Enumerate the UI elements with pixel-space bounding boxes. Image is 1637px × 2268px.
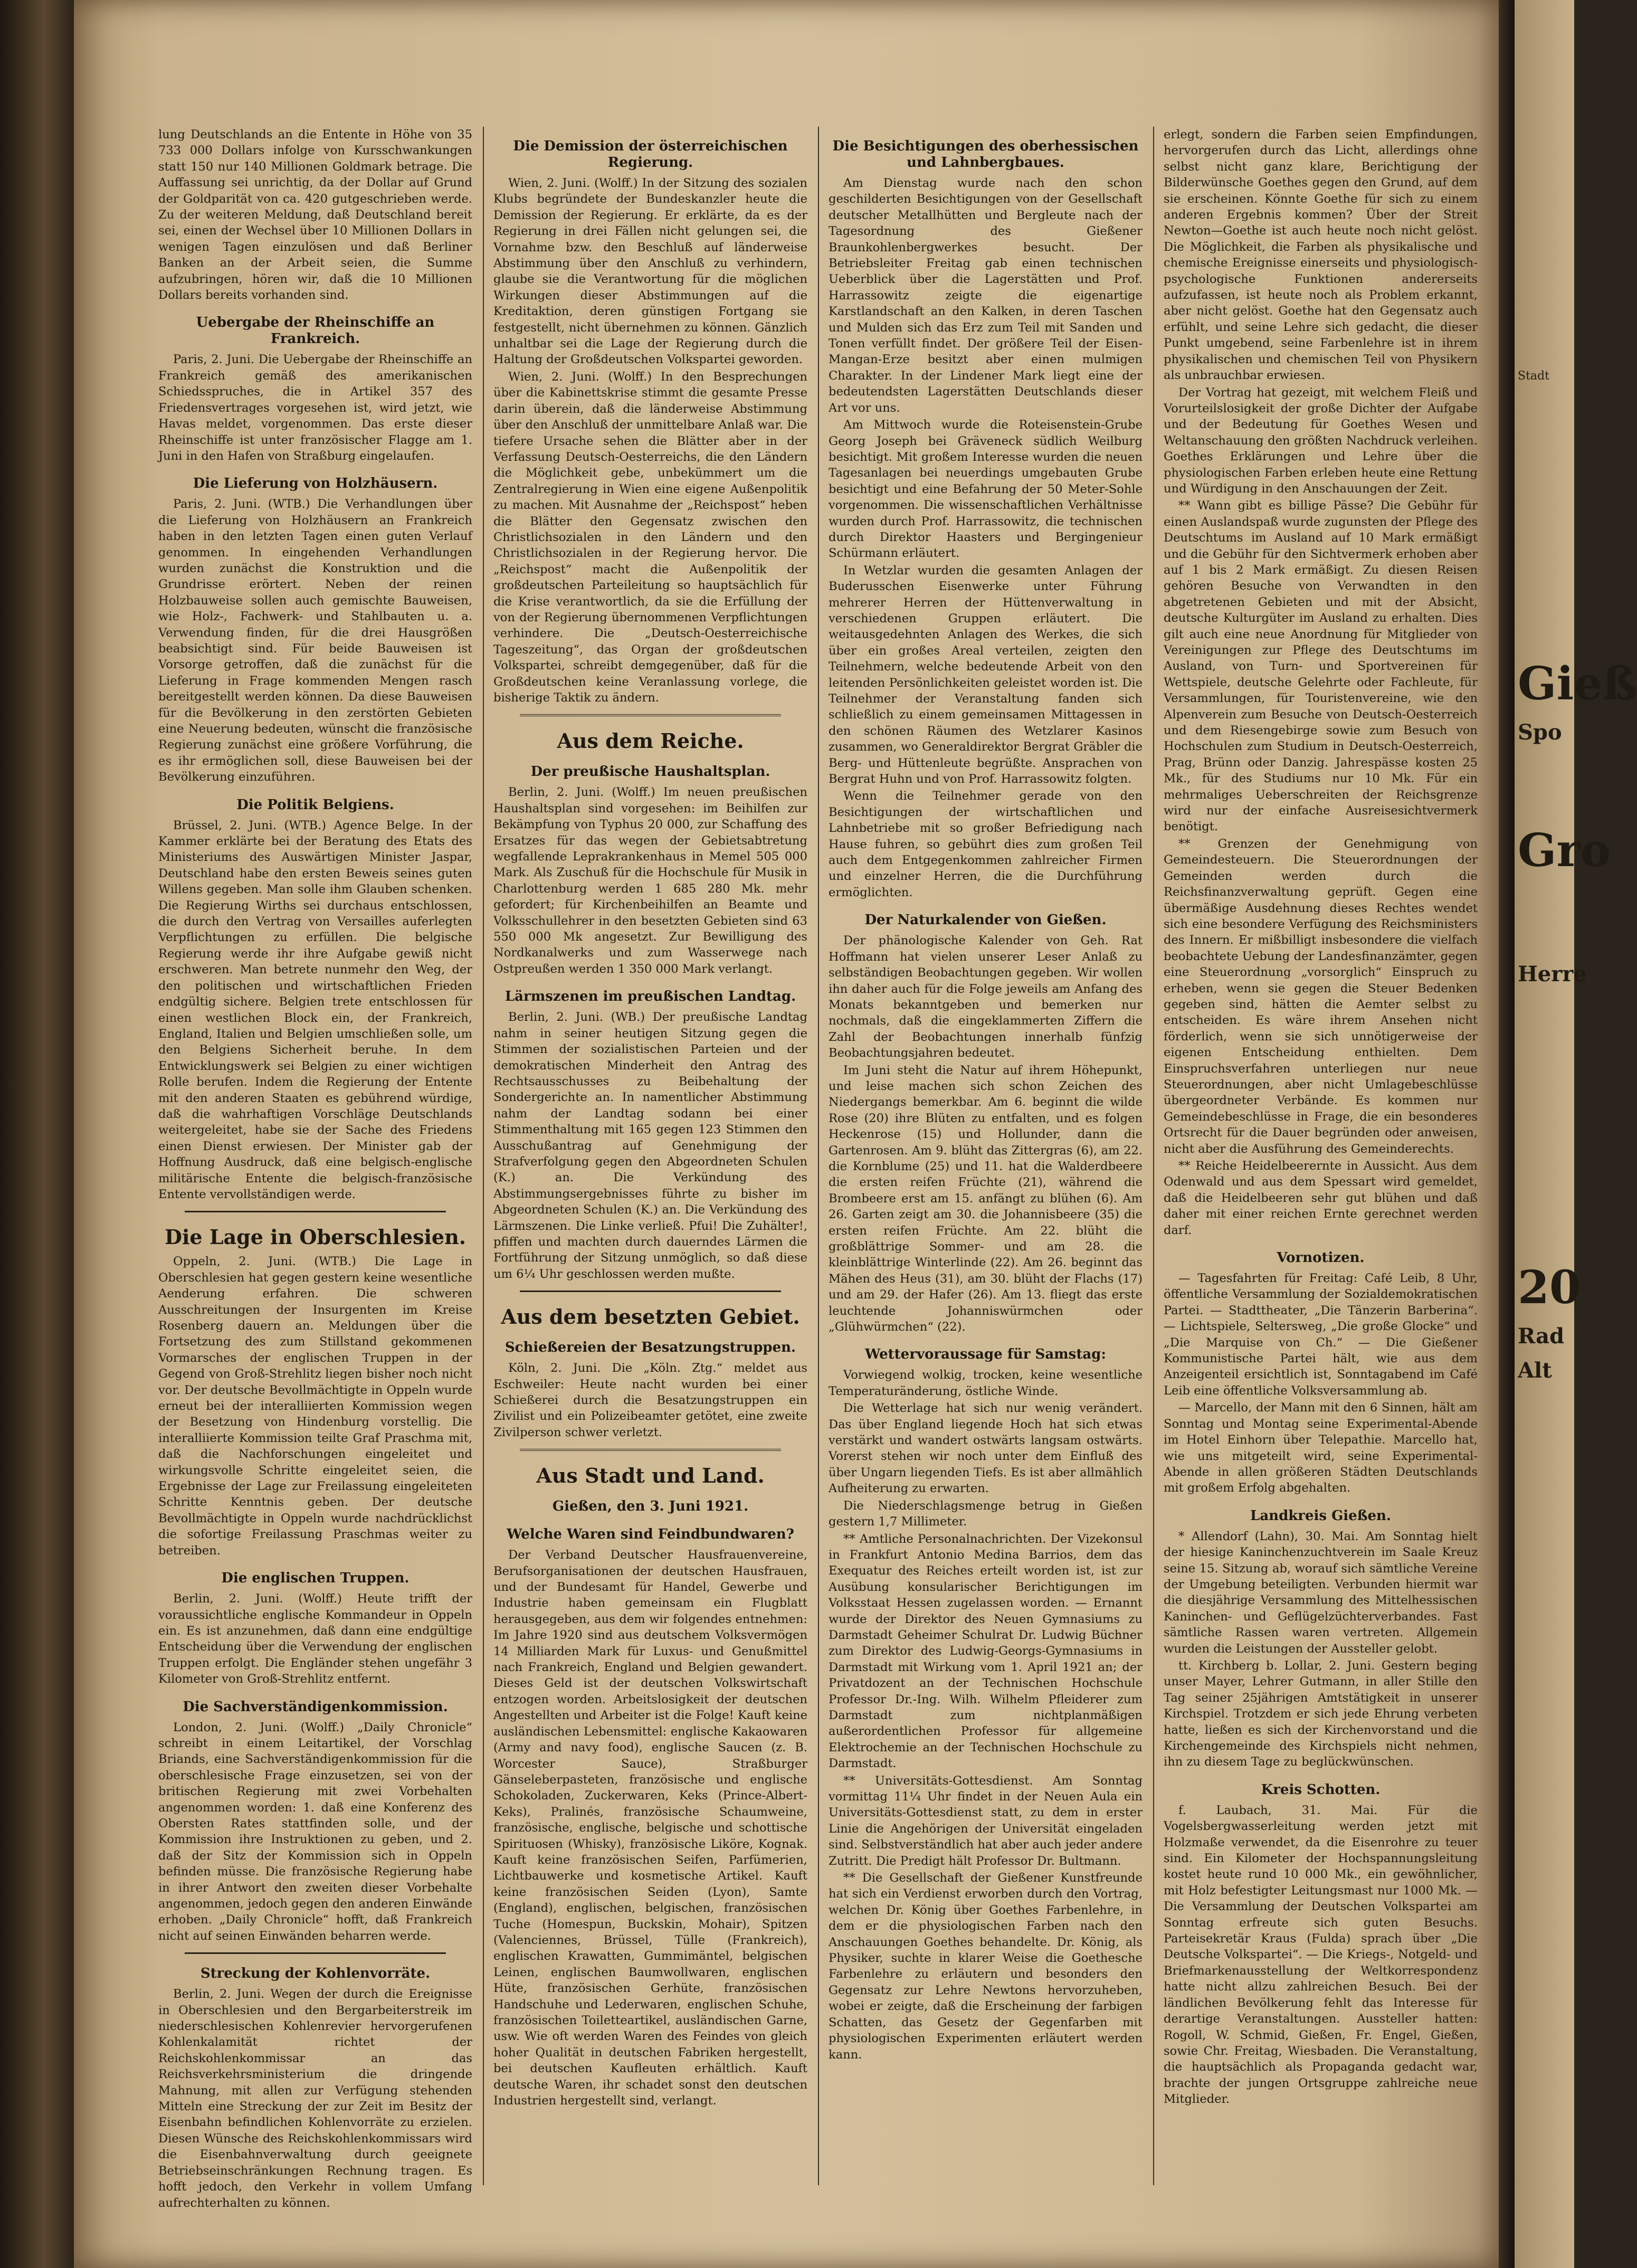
article-paragraph: Brüssel, 2. Juni. (WTB.) Agence Belge. In der Kammer erklärte bei der Beratung des Etats des Ministeriums des Auswärtigen Minister Jaspar, Deutschland habe den ersten Beweis seines guten Willens gegeben. Man solle ihm Glauben schenken. Die Regierung Wirths sei durchaus entschlossen, die durch den Vertrag von Versailles auferlegten Verpflichtungen zu erfüllen. Die belgische Regierung werde ihr ihre Aufgabe gewiß nicht erschweren. Man betrete nunmehr den Weg, der den politischen und wirtschaftlichen Frieden endgültig sichere. Belgien trete entschlossen für einen westlichen Block ein, der Frankreich, England, Italien und Belgien umschließen solle, um den Belgiens Sicherheit beruhe. In dem Entwicklungswerk sei Belgien zu einer wichtigen Rolle berufen. Indem die Regierung der Entente mit den anderen Staaten es gebührend würdige, daß die wahrhaftigen Vorschläge Deutschlands weitergeleitet, habe sie der Sache des Friedens einen Dienst erwiesen. Der Minister gab der Hoffnung Ausdruck, daß eine belgisch-englische militärische Entente die belgisch-französische Entente vervollständigen werde. <box>158 818 472 1201</box>
article-paragraph: erlegt, sondern die Farben seien Empfindungen, hervorgerufen durch das Licht, allerdings ohne selbst nicht ganz klare, Berichtigung der Bilderwünsche Goethes gegen den Grund, auf dem sie erscheinen. Könnte Goethe für sich zu einem anderen Ergebnis kommen? Über der Streit Newton—Goethe ist auch heute noch nicht gelöst. Die Möglichkeit, die Farben als physikalische und chemische Ereignisse einerseits und physiologisch-psychologische Funktionen andererseits aufzufassen, ist heute noch als Problem erkannt, aber nicht gelöst. Goethe hat den Gegensatz auch erfühlt, und seine Lehre sich gedacht, die dieser Punkt umgebend, seine Farbenlehre ist in ihrem physikalischen und chemischen Teil von Physikern als unbrauchbar erwiesen. <box>1164 128 1478 383</box>
article-heading: Wettervoraussage für Samstag: <box>865 1346 1106 1363</box>
article-paragraph: Berlin, 2. Juni. (WB.) Der preußische Landtag nahm in seiner heutigen Sitzung gegen die Stimmen der sozialistischen Parteien und der demokratischen Minderheit den Antrag des Rechtsausschusses zu Beibehaltung der Sondergerichte an. In namentlicher Abstimmung nahm der Landtag sodann bei einer Stimmenthaltung mit 165 gegen 123 Stimmen den Ausschußantrag auf Genehmigung der Strafverfolgung gegen den Abgeordneten Schulen (K.) an. Die Verkündung des Abstimmungsergebnisses führte zu bisher im Abgeordneten Schulen (K.) an. Die Verkündung des Lärmszenen. Die Linke verließ. Pfui! Die Zuhälter!, pfiffen und machten durch dauerndes Lärmen die Fortführung der Sitzung unmöglich, so daß diese um 6¼ Uhr geschlossen werden mußte. <box>493 1010 807 1281</box>
book-spine <box>0 0 74 2268</box>
column-1 <box>158 127 472 2210</box>
article-paragraph: Paris, 2. Juni. Die Uebergabe der Rheinschiffe an Frankreich gemäß des amerikanischen Schiedsspruches, die in Artikel 357 des Friedensvertrages vorgesehen ist, wird jetzt, wie Havas meldet, vorgenommen. Das erste dieser Rheinschiffe ist unter französischer Flagge am 1. Juni in den Hafen von Straßburg eingelaufen. <box>158 353 472 463</box>
column-3 <box>829 127 1143 2206</box>
next-page-fragment: Gro <box>1518 824 1611 877</box>
article-heading: Vornotizen. <box>1277 1250 1365 1266</box>
article-heading: Die Sachverständigenkommission. <box>183 1698 448 1715</box>
column-2 <box>493 127 807 2206</box>
article-heading: Kreis Schotten. <box>1261 1781 1381 1798</box>
article-paragraph: Am Mittwoch wurde die Roteisenstein-Grube Georg Joseph bei Gräveneck südlich Weilburg besichtigt. Mit großem Interesse wurden die neuen Tagesanlagen bei neuerdings umgebauten Grube besichtigt und eine Befahrung der 50 Meter-Sohle vorgenommen. Die wissenschaftlichen Verhältnisse wurden durch Prof. Harrassowitz, die technischen durch Direktor Haasters und Bergingenieur Schürmann erläutert. <box>829 418 1143 561</box>
section-heading: Die Lage in Oberschlesien. <box>165 1225 466 1249</box>
article-paragraph: Vorwiegend wolkig, trocken, keine wesentliche Temperaturänderung, östliche Winde. <box>829 1368 1143 1398</box>
column-4 <box>1164 127 1478 2206</box>
article-paragraph: Der Vortrag hat gezeigt, mit welchem Fleiß und Vorurteilslosigkeit der große Dichter der Aufgabe und der Bedeutung für Goethes Wesen und Weltanschauung den größten Nachdruck verleihen. Goethes Erklärungen und Lehre über die physiologischen Farben erleben heute eine Rettung und Würdigung in den Anschauungen der Zeit. <box>1164 385 1478 496</box>
article-heading: Streckung der Kohlenvorräte. <box>200 1966 431 1982</box>
article-paragraph: Die Wetterlage hat sich nur wenig verändert. Das über England liegende Hoch hat sich etwas verstärkt und wandert ostwärts langsam ostwärts. Vorerst stehen wir noch unter dem Einfluß des über Ungarn liegenden Tiefs. Es ist aber allmählich Aufheiterung zu erwarten. <box>829 1401 1143 1496</box>
article-heading: Die Politik Belgiens. <box>236 796 394 813</box>
section-heading: Aus Stadt und Land. <box>536 1464 765 1488</box>
article-paragraph: ** Grenzen der Genehmigung von Gemeindesteuern. Die Steuerordnungen der Gemeinden werden durch die Reichsfinanzverwaltung geprüft. Gegen eine übermäßige Ausdehnung dieses Rechtes wendet sich eine besondere Verfügung des Reichsministers des Innern. Er mißbilligt insbesondere die vielfach beobachtete Uebung der Landesfinanzämter, gegen eine Steuerordnung „vorsorglich“ Einspruch zu erheben, wenn sie gegen die Steuer Bedenken gegeben sind, hätten die Aemter selbst zu entscheiden. Es wäre ihrem Ansehen nicht förderlich, wenn sie sich unnötigerweise der eigenen Entscheidung enthielten. Dem Einspruchsverfahren unterliegen nur neue Steuerordnungen, aber nicht Umlagebeschlüsse übergeordneter Verbände. Es kommen nur Gemeindebeschlüsse in Frage, die ein besonderes Ortsrecht für die Dauer begründen oder anweisen, nicht aber die Ausführung des Gemeinderechts. <box>1164 837 1478 1156</box>
article-paragraph: — Marcello, der Mann mit den 6 Sinnen, hält am Sonntag und Montag seine Experimental-Abende im Hotel Einhorn über Telepathie. Marcello hat, wie uns mitgeteilt wird, seine Experimental-Abende in allen größeren Städten Deutschlands mit großem Erfolg abgehalten. <box>1164 1401 1478 1495</box>
article-paragraph: Wenn die Teilnehmer gerade von den Besichtigungen der wirtschaftlichen und Lahnbetriebe mit so großer Befriedigung nach Hause fuhren, so gebührt dies zum großen Teil auch dem Entgegenkommen zahlreicher Firmen und einzelner Herren, die die Durchführung ermöglichten. <box>829 789 1143 899</box>
article-heading: Schießereien der Besatzungstruppen. <box>505 1340 796 1356</box>
article-paragraph: ** Universitäts-Gottesdienst. Am Sonntag vormittag 11¼ Uhr findet in der Neuen Aula ein Universitäts-Gottesdienst statt, zu dem in erster Linie die Angehörigen der Universität eingeladen sind. Selbstverständlich hat aber auch jeder andere Zutritt. Die Predigt hält Professor Dr. Bultmann. <box>829 1773 1143 1868</box>
next-page-fragment: 20 <box>1518 1261 1581 1314</box>
section-rule <box>520 1449 781 1451</box>
article-paragraph: Berlin, 2. Juni. (Wolff.) Im neuen preußischen Haushaltsplan sind vorgesehen: im Beihilfen zur Bekämpfung von Typhus 20 000, zur Schaffung des Ersatzes für das wegen der Gebietsabtretung wegfallende Leprakrankenhaus in Memel 505 000 Mark. Als Zuschuß für die Hochschule für Musik in Charlottenburg werden 1 685 280 Mk. mehr gefordert; für Kirchenbeihilfen an Beamte und Volksschullehrer in den besetzten Gebieten sind 63 550 000 Mk angesetzt. Zur Bewilligung des Nordkanalwerks und zum Wasserwege nach Ostpreußen werden 1 350 000 Mark verlangt. <box>493 785 807 976</box>
article-paragraph: Berlin, 2. Juni. Wegen der durch die Ereignisse in Oberschlesien und den Bergarbeiterstreik im niederschlesischen Kohlenrevier hervorgerufenen Kohlenkalamität richtet der Reichskohlenkommissar an das Reichsverkehrsministerium die dringende Mahnung, mit allen zur Verfügung stehenden Mitteln eine Streckung der zur Zeit im Besitz der Eisenbahn befindlichen Kohlenvorräte zu erzielen. Diesen Wünsche des Reichskohlenkommissars wird die Eisenbahnverwaltung durch geeignete Betriebseinschränkungen Rechnung tragen. Es hofft jedoch, den Verkehr in vollem Umfang aufrechterhalten zu können. <box>158 1987 472 2210</box>
article-paragraph: ** Reiche Heidelbeerernte in Aussicht. Aus dem Odenwald und aus dem Spessart wird gemeldet, daß die Heidelbeeren sehr gut blühen und daß daher mit einer reichen Ernte gerechnet werden darf. <box>1164 1159 1478 1237</box>
article-paragraph: Wien, 2. Juni. (Wolff.) In der Sitzung des sozialen Klubs begründete der Bundeskanzler heute die Demission der Regierung. Er erklärte, da es der Regierung in drei Fällen nicht gelungen sei, die Vornahme bzw. den Beschluß auf länderweise Abstimmung über den Anschluß zu verhindern, glaube sie die Verantwortung für die möglichen Wirkungen dieser Abstimmungen auf die Kreditaktion, deren günstigen Fortgang sie festgestellt, nicht übernehmen zu können. Gänzlich unhaltbar sei die Lage der Regierung durch die Haltung der Großdeutschen Volkspartei geworden. <box>493 176 807 367</box>
article-paragraph: ** Die Gesellschaft der Gießener Kunstfreunde hat sich ein Verdienst erworben durch den Vortrag, welchen Dr. König über Goethes Farbenlehre, in dem er die physiologischen Farben nach den Anschauungen Goethes behandelte. Dr. König, als Physiker, suchte in klarer Weise die Goethesche Farbenlehre zu erläutern und besonders den Gegensatz zur Lehre Newtons hervorzuheben, wobei er zeigte, daß die Erscheinung der farbigen Schatten, das Gesetz der Gegenfarben mit physiologischen Experimenten erläutert werden kann. <box>829 1871 1143 2062</box>
section-rule <box>520 1290 781 1292</box>
next-page-fragment: Herre <box>1518 962 1587 986</box>
article-heading: Der Naturkalender von Gießen. <box>864 912 1107 928</box>
next-page-fragment: Alt <box>1518 1358 1552 1383</box>
article-paragraph: In Wetzlar wurden die gesamten Anlagen der Buderusschen Eisenwerke unter Führung mehrerer Herren der Hüttenverwaltung in verschiedenen Gruppen erläutert. Die weitausgedehnten Anlagen des Werkes, die sich über ein großes Areal verteilen, zeigten den Teilnehmern, welche bedeutende Arbeit von den leitenden Persönlichkeiten geleistet worden ist. Die Teilnehmer der Veranstaltung fanden sich schließlich zu einem gemeinsamen Mittagessen in den schönen Räumen des Wetzlarer Kasinos zusammen, wo Generaldirektor Bergrat Gräbler die Berg- und Hüttenleute begrüßte. Ansprachen von Bergrat Huhn und von Prof. Harrassowitz folgten. <box>829 563 1143 786</box>
column-divider <box>1153 127 1154 2185</box>
section-rule <box>185 1211 446 1212</box>
section-rule <box>520 714 781 716</box>
page-gutter <box>1499 0 1515 2268</box>
article-paragraph: Die Niederschlagsmenge betrug in Gießen gestern 1,7 Millimeter. <box>829 1498 1143 1529</box>
article-heading: Die Demission der österreichischen Regierung. <box>513 138 788 170</box>
column-divider <box>483 127 484 2185</box>
article-paragraph: Oppeln, 2. Juni. (WTB.) Die Lage in Oberschlesien hat gegen gestern keine wesentliche Aenderung erfahren. Die schweren Ausschreitungen der Insurgenten im Kreise Rosenberg dauern an. Meldungen über die Fortsetzung des zum Stillstand gekommenen Vormarsches der englischen Truppen in der Gegend von Groß-Strehlitz liegen bisher noch nicht vor. Der deutsche Bevollmächtigte in Oppeln wurde erneut bei der interalliierten Kommission wegen der Besetzung von Hindenburg vorstellig. Die interalliierte Kommission teilte Graf Praschma mit, daß die Nachforschungen eingeleitet und wirkungsvolle Schritte eingeleitet seien, die Ergebnisse der Lage zur Freilassung eingeleiteten Schritte Kenntnis geben. Der deutsche Bevollmächtigte in Oppeln wurde nachdrücklichst die sofortige Freilassung Praschmas weiter zu betreiben. <box>158 1255 472 1558</box>
next-page-fragment: Gieß <box>1518 657 1637 710</box>
article-heading: Der preußische Haushaltsplan. <box>530 764 770 780</box>
article-paragraph: Der Verband Deutscher Hausfrauenvereine, Berufsorganisationen der deutschen Hausfrauen, und der Bundesamt für Handel, Gewerbe und Industrie haben gemeinsam ein Flugblatt herausgegeben, aus dem wir folgendes entnehmen: Im Jahre 1920 sind aus deutschem Volksvermögen 14 Milliarden Mark für Luxus- und Genußmittel nach Frankreich, England und Belgien gewandert. Dieses Geld ist der deutschen Volkswirtschaft entzogen worden. Arbeitslosigkeit der deutschen Angestellten und Arbeiter ist die Folge! Kauft keine ausländischen Lebensmittel: englische Kakaowaren (Army and navy food), englische Saucen (z. B. Worcester Sauce), Straßburger Gänseleberpasteten, französische und englische Schokoladen, Zuckerwaren, Keks (Prince-Albert-Keks), Pralinés, französische Schaumweine, französische, englische, belgische und schottische Spirituosen (Whisky), französische Liköre, Kognak. Kauft keine französischen Seifen, Parfümerien, Lichtbauwerke und kosmetische Artikel. Kauft keine französischen Seiden (Lyon), Samte (England), englischen, belgischen, französischen Tuche (Homespun, Buckskin, Mohair), Spitzen (Valenciennes, Brüssel, Tülle (Frankreich), englischen Krawatten, Gummimäntel, belgischen Leinen, englischen Baumwollwaren, englischen Hüte, französischen Gerhüte, französischen Handschuhe und Lederwaren, englischen Schuhe, französischen Toiletteartikel, ausländischen Garne, usw. Wie oft werden Waren des Feindes von gleich hoher Qualität in deutschen Fabriken hergestellt, bei deutschen Kaufleuten erhältlich. Kauft deutsche Waren, ihr schadet sonst den deutschen Industrien hergestellt sind, verlangt. <box>493 1548 807 2108</box>
column-divider <box>818 127 819 2185</box>
newspaper-page <box>74 0 1499 2268</box>
article-paragraph: Köln, 2. Juni. Die „Köln. Ztg.“ meldet aus Eschweiler: Heute nacht wurden bei einer Schießerei durch die Besatzungstruppen ein Zivilist und ein Polizeibeamter getötet, eine zweite Zivilperson schwer verletzt. <box>493 1361 807 1439</box>
article-paragraph: Berlin, 2. Juni. (Wolff.) Heute trifft der voraussichtliche englische Kommandeur in Oppeln ein. Es ist anzunehmen, daß dann eine endgültige Entscheidung über die Verwendung der englischen Truppen erfolgt. Die Engländer stehen ungefähr 3 Kilometer von Groß-Strehlitz entfernt. <box>158 1592 472 1686</box>
next-page-fragment: Spo <box>1518 720 1562 745</box>
article-heading: Gießen, den 3. Juni 1921. <box>552 1498 749 1515</box>
article-paragraph: — Tagesfahrten für Freitag: Café Leib, 8 Uhr, öffentliche Versammlung der Sozialdemokratischen Partei. — Stadttheater, „Die Tänzerin Barberina“. — Lichtspiele, Seltersweg, „Die große Glocke“ und „Die Marquise von Ch.“ — Die Gießener Kommunistische Partei hält, wie aus dem Anzeigenteil ersichtlich ist, Sonntagabend im Café Leib eine öffentliche Volksversammlung ab. <box>1164 1271 1478 1398</box>
article-paragraph: lung Deutschlands an die Entente in Höhe von 35 733 000 Dollars infolge von Kursschwankungen statt 150 nur 140 Millionen Goldmark betrage. Die Auffassung sei unrichtig, da der Dollar auf Grund der Goldparität von ca. 420 gutgeschrieben werde. Zu der weiteren Meldung, daß Deutschland bereit sei, einen der Wechsel über 10 Millionen Dollars in wenigen Tagen einzulösen und daß Berliner Banken an der Arbeit seien, die Summe aufzubringen, hören wir, daß die 10 Millionen Dollars bereits vorhanden sind. <box>158 128 472 302</box>
article-heading: Die englischen Truppen. <box>221 1570 410 1587</box>
article-heading: Uebergabe der Rheinschiffe an Frankreich. <box>196 315 435 347</box>
article-heading: Die Besichtigungen des oberhessischen und Lahnbergbaues. <box>832 138 1139 170</box>
article-paragraph: ** Wann gibt es billige Pässe? Die Gebühr für einen Auslandspaß wurde zugunsten der Pflege des Deutschtums im Ausland auf 10 Mark ermäßigt und die Gebühr für den Sichtvermerk erhoben aber auf 1 bis 2 Mark ermäßigt. Zu diesen Reisen gehören Besuche von Verwandten in den abgetretenen Gebieten und mit der Absicht, deutsche Kulturgüter im Ausland zu erhalten. Dies gilt auch eine neue Anordnung für Mitglieder von Vereinigungen zur Pflege des Deutschtums im Ausland, von Turn- und Sportvereinen für Wettspiele, deutsche Gelehrte oder Fachleute, für Versammlungen, für Touristenvereine, wie den Alpenverein zum Besuche von Deutsch-Oesterreich und dem Riesengebirge sowie zum Besuch von Hochschulen zum Studium in Deutsch-Oesterreich, Prag, Brünn oder Danzig. Jahrespässe kosten 25 Mk., für des Studiums nur 10 Mk. Für ein mehrmaliges Ueberschreiten der Reichsgrenze wird nur der einfache Ausreisesichtvermerk benötigt. <box>1164 499 1478 834</box>
next-page-fragment: Rad <box>1518 1324 1565 1349</box>
section-rule <box>185 1952 446 1954</box>
article-paragraph: ** Amtliche Personalnachrichten. Der Vizekonsul in Frankfurt Antonio Medina Barrios, dem das Exequatur des Reiches erteilt worden ist, ist zur Ausübung konsularischer Berichtigungen im Volksstaat Hessen zugelassen worden. — Ernannt wurde der Direktor des Neuen Gymnasiums zu Darmstadt Geheimer Schulrat Dr. Ludwig Büchner zum Direktor des Ludwig-Georgs-Gymnasiums in Darmstadt mit Wirkung vom 1. April 1921 an; der Privatdozent an der Technischen Hochschule Professor Dr.-Ing. Wilh. Wilhelm Pfleiderer zum Darmstadt zum nichtplanmäßigen außerordentlichen Professor für allgemeine Elektrochemie an der Technischen Hochschule zu Darmstadt. <box>829 1532 1143 1771</box>
article-heading: Lärmszenen im preußischen Landtag. <box>505 989 796 1005</box>
article-paragraph: tt. Kirchberg b. Lollar, 2. Juni. Gestern beging unser Mayer, Lehrer Gutmann, in aller Stille den Tag seiner 25jährigen Amtstätigkeit in unserer Kirchspiel. Trotzdem er sich jede Ehrung verbeten hatte, ließen es sich der Kirchenvorstand und die Kirchengemeinde des Kirchspiels nicht nehmen, ihn zu diesem Tage zu beglückwünschen. <box>1164 1658 1478 1769</box>
article-paragraph: Im Juni steht die Natur auf ihrem Höhepunkt, und leise machen sich schon Zeichen des Niedergangs bemerkbar. Am 6. beginnt die wilde Rose (20) ihre Blüten zu entfalten, und es folgen Heckenrose (15) und Hollunder, dann die Gartenrosen. Am 9. blüht das Zittergras (6), am 22. die Kornblume (25) und 11. hat die Walderdbeere die ersten reifen Früchte (21), während die Brombeere erst am 15. anfängt zu blühen (6). Am 26. Garten zeigt am 30. die Johannisbeere (35) die ersten reifen Früchte. Am 22. blüht die großblättrige Sommer- und am 28. die kleinblättrige Winterlinde (22). Am 26. beginnt das Mähen des Heus (31), am 30. blüht der Flachs (17) und am 29. der Hafer (26). Am 13. fliegt das erste leuchtende Johanniswürmchen oder „Glühwürmchen“ (22). <box>829 1063 1143 1334</box>
article-paragraph: Paris, 2. Juni. (WTB.) Die Verhandlungen über die Lieferung von Holzhäusern an Frankreich haben in den letzten Tagen einen guten Verlauf genommen. In eingehenden Verhandlungen wurden zunächst die Konstruktion und die Grundrisse erörtert. Neben der reinen Holzbauweise sollen auch gemischte Bauweisen, wie Holz-, Fachwerk- und Stahlbauten u. a. Verwendung finden, für die drei Hausgrößen beabsichtigt sind. Für beide Bauweisen ist Vorsorge getroffen, daß die zunächst für die Lieferung in Frage kommenden Mengen rasch bereitgestellt werden können. Da diese Bauweisen für die Bevölkerung in den zerstörten Gebieten eine Neuerung bedeuten, wünscht die französische Regierung zunächst eine größere Vorführung, die es ihr ermöglichen soll, diese Bauweisen bei der Bevölkerung einzuführen. <box>158 497 472 784</box>
section-heading: Aus dem Reiche. <box>557 729 744 753</box>
next-page-fragment: Stadt <box>1518 369 1549 383</box>
article-heading: Landkreis Gießen. <box>1250 1507 1391 1524</box>
article-paragraph: London, 2. Juni. (Wolff.) „Daily Chronicle“ schreibt in einem Leitartikel, der Vorschlag Briands, eine Sachverständigenkommission für die oberschlesische Frage einzusetzen, sei von der britischen Regierung mit zwei Vorbehalten angenommen worden: 1. daß eine Konferenz des Obersten Rates stattfinden solle, und der Kommission ihre Instruktionen zu geben, und 2. daß der Sitz der Kommission sich in Oppeln befinden müsse. Die französische Regierung habe in ihrer Antwort den zweiten dieser Vorbehalte angenommen, jedoch gegen den anderen Einwände erhoben. „Daily Chronicle“ hofft, daß Frankreich nicht auf seinen Einwänden beharren werde. <box>158 1720 472 1943</box>
article-paragraph: f. Laubach, 31. Mai. Für die Vogelsbergwasserleitung werden jetzt mit Holzmaße verwendet, da die Eisenrohre zu teuer sind. Ein Kilometer der Hochspannungsleitung kostet heute rund 10 000 Mk., ein gewöhnlicher, mit Holz befestigter Leitungsmast nur 1000 Mk. — Die Versammlung der Deutschen Volkspartei am Sonntag erfreute sich guten Besuchs. Parteisekretär Kraus (Fulda) sprach über „Die Deutsche Volkspartei“. — Die Kriegs-, Notgeld- und Briefmarkenausstellung der Weltkorrespondenz hatte nicht allzu zahlreichen Besuch. Bei der ländlichen Bevölkerung fehlt das Interesse für derartige Veranstaltungen. Aussteller hatten: Rogoll, W. Schmid, Gießen, Fr. Engel, Gießen, sowie Chr. Freitag, Wiesbaden. Die Veranstaltung, die hauptsächlich als Propaganda gedacht war, brachte der jungen Ortsgruppe zahlreiche neue Mitglieder. <box>1164 1803 1478 2106</box>
article-heading: Die Lieferung von Holzhäusern. <box>193 476 438 492</box>
article-heading: Welche Waren sind Feindbundwaren? <box>507 1526 794 1543</box>
article-paragraph: * Allendorf (Lahn), 30. Mai. Am Sonntag hielt der hiesige Kaninchenzuchtverein im Saale Kreuz seine 15. Sitzung ab, worauf sich sämtliche Vereine der Umgebung beteiligten. Verbunden hiermit war die diesjährige Versammlung des Mittelhessischen Kaninchen- und Geflügelzüchterverbandes. Fast sämtliche Rassen waren vertreten. Allgemein wurden die Leistungen der Aussteller gelobt. <box>1164 1529 1478 1656</box>
section-heading: Aus dem besetzten Gebiet. <box>501 1305 800 1329</box>
adjacent-page-edge <box>1515 0 1637 2268</box>
article-paragraph: Wien, 2. Juni. (Wolff.) In den Besprechungen über die Kabinettskrise stimmt die gesamte Presse darin überein, daß die länderweise Abstimmung über den Anschluß der unmittelbare Anlaß war. Die tiefere Ursache sehen die Blätter aber in der Verfassung Deutsch-Oesterreichs, die den Ländern die Möglichkeit gebe, unbekümmert um die Zentralregierung in Wien eine eigene Außenpolitik zu machen. Mit Ausnahme der „Reichspost“ heben die Blätter den Gegensatz zwischen den Christlichsozialen in den Ländern und den Christlichsozialen in der Regierung hervor. Die „Reichspost“ macht die Außenpolitik der großdeutschen Parteileitung so hauptsächlich für die Krise verantwortlich, da sie die Erfüllung der von der Regierung übernommenen Verpflichtungen verhindere. Die „Deutsch-Oesterreichische Tageszeitung“, das Organ der großdeutschen Volkspartei, schreibt demgegenüber, daß für die Großdeutschen keine Veranlassung vorlege, die bisherige Taktik zu ändern. <box>493 369 807 705</box>
article-paragraph: Der phänologische Kalender von Geh. Rat Hoffmann hat vielen unserer Leser Anlaß zu selbständigen Beobachtungen gegeben. Wir wollen ihn daher auch für die Folge jeweils am Anfang des Monats bekanntgeben und bemerken nur nochmals, daß die eingeklammerten Ziffern die Zahl der Beobachtungen innerhalb fünfzig Beobachtungsjahren bedeutet. <box>829 934 1143 1060</box>
article-paragraph: Am Dienstag wurde nach den schon geschilderten Besichtigungen von der Gesellschaft deutscher Metallhütten und Bergleute nach der Tagesordnung des Gießener Braunkohlenbergwerkes besucht. Der Betriebsleiter Freitag gab einen technischen Ueberblick über die Lagerstätten und Prof. Harrassowitz zeigte die eigenartige Karstlandschaft an den Kalken, in deren Taschen und Mulden sich das Erz zum Teil mit Sanden und Tonen verfüllt findet. Der größere Teil der Eisen-Mangan-Erze besitzt aber einen mulmigen Charakter. In der Lindener Mark liegt eine der bedeutendsten Lagerstätten Deutschlands dieser Art vor uns. <box>829 176 1143 415</box>
